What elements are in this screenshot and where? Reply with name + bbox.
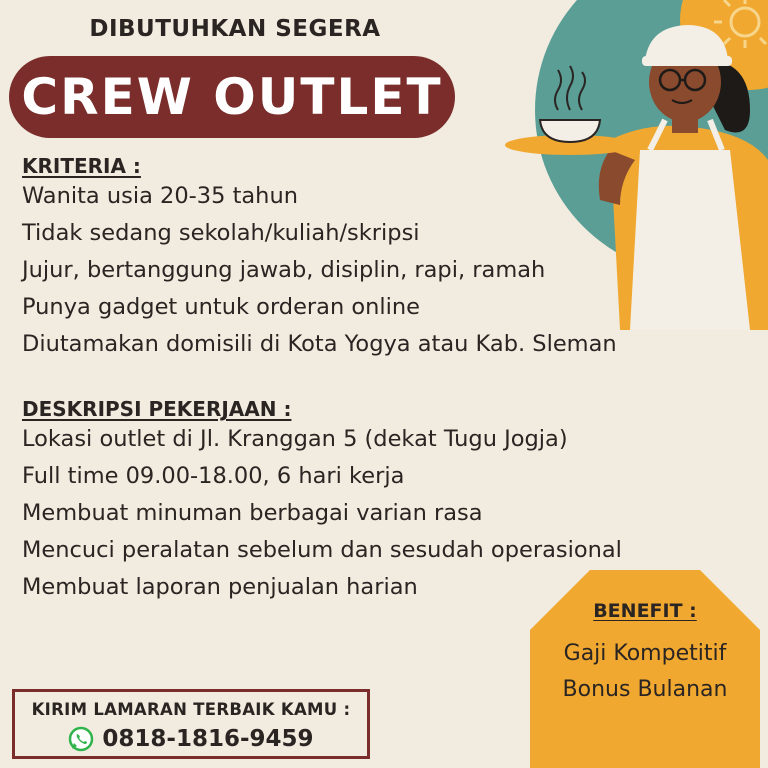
list-item: Wanita usia 20-35 tahun (22, 183, 298, 209)
whatsapp-icon (68, 726, 94, 752)
headline: DIBUTUHKAN SEGERA (89, 16, 381, 42)
contact-label: KIRIM LAMARAN TERBAIK KAMU : (31, 700, 351, 719)
list-item: Bonus Bulanan (562, 677, 728, 702)
criteria-heading: KRITERIA : (22, 154, 141, 178)
list-item: Membuat laporan penjualan harian (22, 574, 418, 600)
list-item: Diutamakan domisili di Kota Yogya atau Kab. Sleman (22, 331, 617, 357)
list-item: Mencuci peralatan sebelum dan sesudah operasional (22, 537, 622, 563)
contact-phone[interactable]: 0818-1816-9459 (102, 726, 314, 752)
list-item: Full time 09.00-18.00, 6 hari kerja (22, 463, 405, 489)
job-description-heading: DESKRIPSI PEKERJAAN : (22, 397, 292, 421)
benefit-heading: BENEFIT : (593, 600, 697, 622)
list-item: Lokasi outlet di Jl. Kranggan 5 (dekat Tugu Jogja) (22, 426, 568, 452)
list-item: Membuat minuman berbagai varian rasa (22, 500, 483, 526)
list-item: Tidak sedang sekolah/kuliah/skripsi (22, 220, 420, 246)
list-item: Punya gadget untuk orderan online (22, 294, 421, 320)
list-item: Gaji Kompetitif (563, 641, 727, 666)
title-banner (9, 56, 455, 138)
contact-phone-row[interactable] (15, 726, 367, 752)
criteria-list (22, 178, 617, 363)
contact-box (12, 689, 370, 759)
page-title: CREW OUTLET (21, 68, 443, 126)
benefit-list (545, 636, 745, 708)
list-item: Jujur, bertanggung jawab, disiplin, rapi, ramah (22, 257, 546, 283)
